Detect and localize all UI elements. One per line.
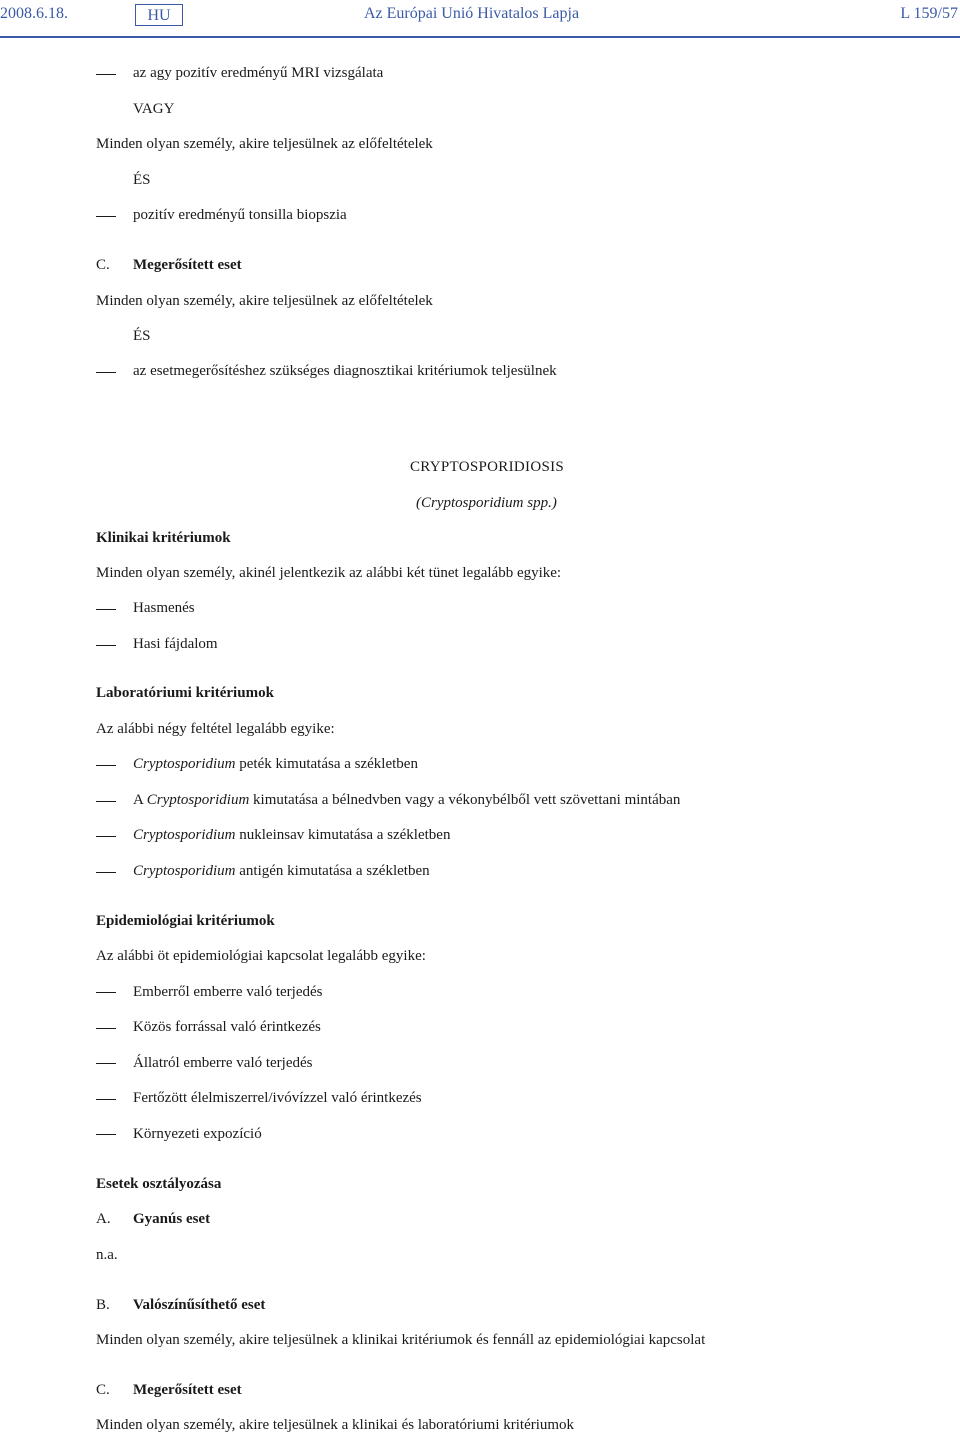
clinical-intro: Minden olyan személy, akinél jelentkezik az alábbi két tünet legalább egyike: xyxy=(96,565,562,581)
list-item: Emberről emberre való terjedés xyxy=(133,984,323,1000)
definition-text: Minden olyan személy, akire teljesülnek a klinikai és laboratóriumi kritériumok xyxy=(96,1417,575,1433)
item-text: nukleinsav kimutatása a székletben xyxy=(235,827,451,843)
list-item xyxy=(133,755,418,773)
classification-heading: Esetek osztályozása xyxy=(96,1176,222,1192)
organism-name: Cryptosporidium xyxy=(133,863,236,879)
language-badge: HU xyxy=(135,4,183,26)
item-prefix: A xyxy=(133,792,147,808)
dash-bullet xyxy=(96,836,116,837)
precondition-text: Minden olyan személy, akire teljesülnek az előfeltételek xyxy=(96,136,433,152)
organism-name: Cryptosporidium xyxy=(133,827,236,843)
and-label: ÉS xyxy=(133,172,151,188)
dash-bullet xyxy=(96,992,116,993)
header-rule xyxy=(0,36,960,38)
dash-bullet xyxy=(96,609,116,610)
item-text: peték kimutatása a székletben xyxy=(235,756,418,772)
section-heading: Megerősített eset xyxy=(133,1382,242,1398)
section-letter: A. xyxy=(96,1211,111,1227)
epi-heading: Epidemiológiai kritériumok xyxy=(96,913,275,929)
list-item: Hasmenés xyxy=(133,600,195,616)
not-applicable-text: n.a. xyxy=(96,1247,118,1263)
section-letter: B. xyxy=(96,1297,110,1313)
list-item: pozitív eredményű tonsilla biopszia xyxy=(133,207,347,223)
epi-intro: Az alábbi öt epidemiológiai kapcsolat legalább egyike: xyxy=(96,948,426,964)
list-item: Környezeti expozíció xyxy=(133,1126,262,1142)
list-item xyxy=(133,791,680,809)
list-item: Állatról emberre való terjedés xyxy=(133,1055,313,1071)
item-text: antigén kimutatása a székletben xyxy=(235,863,430,879)
list-item xyxy=(133,826,450,844)
dash-bullet xyxy=(96,645,116,646)
item-text: kimutatása a bélnedvben vagy a vékonybélből vett szövettani mintában xyxy=(249,792,681,808)
dash-bullet xyxy=(96,1063,116,1064)
list-item: az esetmegerősítéshez szükséges diagnosztikai kritériumok teljesülnek xyxy=(133,363,557,379)
dash-bullet xyxy=(96,765,116,766)
dash-bullet xyxy=(96,216,116,217)
and-label: ÉS xyxy=(133,328,151,344)
section-letter: C. xyxy=(96,1382,110,1398)
section-letter: C. xyxy=(96,257,110,273)
dash-bullet xyxy=(96,1028,116,1029)
precondition-text: Minden olyan személy, akire teljesülnek az előfeltételek xyxy=(96,293,433,309)
page-header xyxy=(0,5,960,29)
list-item: az agy pozitív eredményű MRI vizsgálata xyxy=(133,65,384,81)
dash-bullet xyxy=(96,1099,116,1100)
clinical-heading: Klinikai kritériumok xyxy=(96,530,231,546)
dash-bullet xyxy=(96,372,116,373)
disease-title: CRYPTOSPORIDIOSIS xyxy=(410,459,565,475)
list-item: Fertőzött élelmiszerrel/ivóvízzel való érintkezés xyxy=(133,1090,422,1106)
lab-intro: Az alábbi négy feltétel legalább egyike: xyxy=(96,721,335,737)
or-label: VAGY xyxy=(133,101,175,117)
journal-title: Az Európai Unió Hivatalos Lapja xyxy=(364,5,580,22)
list-item xyxy=(133,862,430,880)
list-item: Közös forrással való érintkezés xyxy=(133,1019,321,1035)
organism-name: Cryptosporidium xyxy=(146,792,250,808)
dash-bullet xyxy=(96,801,116,802)
section-heading: Gyanús eset xyxy=(133,1211,211,1227)
dash-bullet xyxy=(96,1134,116,1135)
definition-text: Minden olyan személy, akire teljesülnek a klinikai kritériumok és fennáll az epidemiológiai kapcsolat xyxy=(96,1332,706,1348)
page-number: L 159/57 xyxy=(900,5,958,22)
section-heading: Megerősített eset xyxy=(133,257,242,273)
organism-name: Cryptosporidium xyxy=(133,756,236,772)
disease-latin-name: (Cryptosporidium spp.) xyxy=(416,495,557,511)
dash-bullet xyxy=(96,872,116,873)
dash-bullet xyxy=(96,74,116,75)
list-item: Hasi fájdalom xyxy=(133,636,218,652)
lab-heading: Laboratóriumi kritériumok xyxy=(96,685,274,701)
publication-date: 2008.6.18. xyxy=(0,5,68,22)
section-heading: Valószínűsíthető eset xyxy=(133,1297,266,1313)
